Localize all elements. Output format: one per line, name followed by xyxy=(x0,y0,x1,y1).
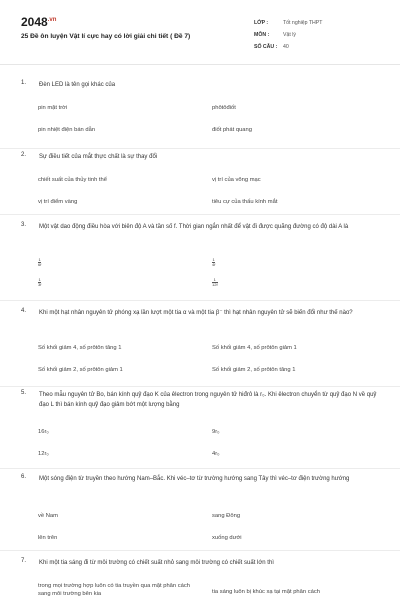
fraction xyxy=(212,258,215,267)
question-head xyxy=(21,152,381,162)
meta-row-count xyxy=(254,41,322,53)
question-text: Theo mẫu nguyên tử Bo, bán kính quỹ đạo K của êlectron trong nguyên tử hiđrô là r₀. Khi êlectron chuyển từ quỹ đạo N về quỹ đạo L thì bán kính quỹ đạo giảm bớt một lượng bằng xyxy=(39,392,377,408)
fraction-denominator: 12f xyxy=(212,282,218,287)
question-item xyxy=(0,222,400,301)
question-text: Một vật dao động điều hòa với biên độ A và tần số f. Thời gian ngắn nhất để vật đi được quãng đường có độ dài A là xyxy=(39,224,349,230)
answer-option[interactable]: về Nam xyxy=(38,513,58,519)
question-item xyxy=(0,152,400,215)
answer-option[interactable]: điốt phát quang xyxy=(212,127,252,133)
answer-option[interactable]: phôtôđiốt xyxy=(212,105,236,111)
question-item xyxy=(0,308,400,387)
fraction xyxy=(212,278,218,287)
answer-option[interactable]: 16r₀ xyxy=(38,429,49,435)
question-item xyxy=(0,558,400,600)
question-text: Sự điều tiết của mắt thực chất là sự thay đổi xyxy=(39,154,158,160)
answer-option[interactable]: vị trí của võng mạc xyxy=(212,177,261,183)
question-number: 2. xyxy=(21,152,27,158)
question-item xyxy=(0,80,400,149)
meta-value: Vật lý xyxy=(283,32,296,38)
answer-option[interactable]: 4r₀ xyxy=(212,451,220,457)
answer-option[interactable]: Số khối giảm 4, số prôtôn giảm 1 xyxy=(212,345,297,351)
answer-option[interactable]: Số khối giảm 2, số prôtôn giảm 1 xyxy=(38,367,123,373)
meta-row-class xyxy=(254,17,322,29)
logo-text: 2048 xyxy=(21,15,48,29)
question-text: Một sóng điện từ truyền theo hướng Nam–Bắc. Khi véc–tơ từ trường hướng sang Tây thì véc–tơ điện trường hướng xyxy=(39,476,350,482)
question-head xyxy=(21,558,381,568)
answer-option[interactable] xyxy=(38,258,198,267)
question-text: Đèn LED là tên gọi khác của xyxy=(39,82,116,88)
answer-option[interactable] xyxy=(38,278,198,287)
fraction-numerator: 1 xyxy=(38,277,41,282)
fraction xyxy=(38,258,41,267)
answer-option[interactable]: vị trí điểm vàng xyxy=(38,199,78,205)
fraction-denominator: 6f xyxy=(38,262,42,267)
fraction-numerator: 1 xyxy=(38,257,41,262)
page-header xyxy=(0,0,400,65)
answer-option[interactable]: chiết suất của thủy tinh thể xyxy=(38,177,107,183)
answer-option[interactable]: Số khối giảm 4, số prôtôn tăng 1 xyxy=(38,345,122,351)
logo-suffix: .vn xyxy=(47,17,57,23)
question-number: 3. xyxy=(21,222,27,228)
answer-option[interactable]: sang Đông xyxy=(212,513,241,519)
meta-value: 40 xyxy=(283,44,289,50)
answer-option[interactable]: Số khối giảm 2, số prôtôn tăng 1 xyxy=(212,367,296,373)
question-head xyxy=(21,80,381,90)
question-number: 1. xyxy=(21,80,27,86)
question-item xyxy=(0,390,400,469)
question-text: Khi một tia sáng đi từ môi trường có chiết suất nhỏ sang môi trường có chiết suất lớn thì xyxy=(39,560,274,566)
fraction xyxy=(38,278,41,287)
question-text: Khi một hạt nhân nguyên tử phóng xạ lần lượt một tia α và một tia β⁻ thì hạt nhân nguyên tử sẽ biến đổi như thế nào? xyxy=(39,310,353,316)
answer-option[interactable]: pin mặt trời xyxy=(38,105,68,111)
answer-option[interactable]: pin nhiệt điện bán dẫn xyxy=(38,127,96,133)
answer-option[interactable]: lên trên xyxy=(38,535,58,541)
question-number: 4. xyxy=(21,308,27,314)
question-head xyxy=(21,222,381,232)
answer-option[interactable]: trong mọi trường hợp luôn có tia truyền qua mặt phân cách sang môi trường bên kia xyxy=(38,583,190,597)
meta-label: LỚP : xyxy=(254,20,269,26)
fraction-numerator: 1 xyxy=(212,257,215,262)
meta-row-subject xyxy=(254,29,322,41)
question-number: 6. xyxy=(21,474,27,480)
answer-option[interactable]: 9r₀ xyxy=(212,429,220,435)
meta-label: MÔN : xyxy=(254,32,270,38)
answer-option[interactable] xyxy=(212,258,372,267)
meta-value: Tốt nghiệp THPT xyxy=(283,20,323,26)
meta-label: SỐ CÂU : xyxy=(254,44,278,50)
answer-option[interactable] xyxy=(212,278,372,287)
fraction-denominator: 3f xyxy=(38,282,42,287)
fraction-numerator: 1 xyxy=(213,277,216,282)
fraction-denominator: 4f xyxy=(212,262,216,267)
question-head xyxy=(21,474,381,484)
answer-option[interactable]: 12r₀ xyxy=(38,451,49,457)
answer-option[interactable]: tiêu cự của thấu kính mắt xyxy=(212,199,278,205)
answer-option[interactable]: xuống dưới xyxy=(212,535,242,541)
question-head xyxy=(21,308,381,318)
answer-option[interactable]: tia sáng luôn bị khúc xạ tại mặt phân cách xyxy=(212,589,320,595)
question-number: 7. xyxy=(21,558,27,564)
page-title: 25 Đề ôn luyện Vật lí cực hay có lời giải chi tiết ( Đề 7) xyxy=(21,33,191,40)
question-head xyxy=(21,390,381,410)
question-item xyxy=(0,474,400,551)
question-number: 5. xyxy=(21,390,27,396)
exam-meta xyxy=(254,17,322,53)
site-logo[interactable] xyxy=(21,15,56,29)
